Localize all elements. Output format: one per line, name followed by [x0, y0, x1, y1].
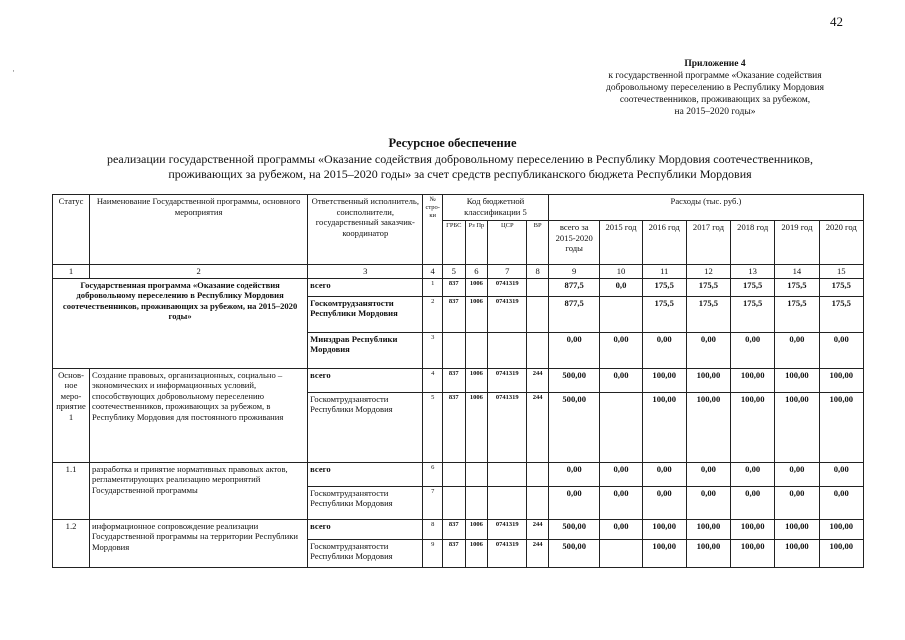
responsible-cell: Госкомтрудзанятости Республики Мордовия [308, 296, 423, 332]
year-value-cell: 100,00 [819, 519, 863, 539]
code-grbs-cell: 837 [442, 539, 465, 567]
year-value-cell: 0,00 [819, 332, 863, 368]
year-value-cell: 175,5 [686, 296, 730, 332]
year-value-cell: 100,00 [686, 392, 730, 462]
code-vr-cell [527, 296, 549, 332]
year-value-cell: 0,00 [731, 332, 775, 368]
total-value-cell: 877,5 [548, 296, 599, 332]
year-value-cell: 100,00 [731, 539, 775, 567]
document-title: Ресурсное обеспечение [388, 136, 517, 150]
responsible-cell: всего [308, 368, 423, 392]
year-value-cell: 0,00 [819, 462, 863, 486]
year-value-cell: 100,00 [642, 368, 686, 392]
col-number: 7 [488, 265, 527, 279]
subtitle-line-2: проживающих за рубежом, на 2015–2020 годы» за счет средств республиканского бюджета Республики Мордовия [168, 167, 752, 181]
annex-line: на 2015–2020 годы» [674, 107, 756, 117]
year-value-cell: 100,00 [819, 392, 863, 462]
table-row [53, 278, 864, 296]
year-value-cell: 100,00 [775, 519, 819, 539]
code-csr-cell: 0741319 [488, 278, 527, 296]
col-number: 13 [731, 265, 775, 279]
year-value-cell: 100,00 [775, 368, 819, 392]
year-value-cell: 100,00 [731, 392, 775, 462]
year-value-cell: 0,00 [775, 486, 819, 519]
year-value-cell: 0,00 [819, 486, 863, 519]
year-value-cell: 100,00 [819, 368, 863, 392]
total-value-cell: 500,00 [548, 539, 599, 567]
year-value-cell: 175,5 [819, 278, 863, 296]
code-rzpr-cell [465, 462, 488, 486]
header-row-no: № стро-ки [423, 195, 443, 265]
code-rzpr-cell [465, 486, 488, 519]
code-vr-cell: 244 [527, 368, 549, 392]
year-value-cell: 0,00 [600, 519, 642, 539]
header-csr: ЦСР [488, 221, 527, 265]
year-value-cell [600, 392, 642, 462]
year-value-cell: 100,00 [686, 519, 730, 539]
year-value-cell: 100,00 [819, 539, 863, 567]
year-value-cell [600, 296, 642, 332]
code-csr-cell: 0741319 [488, 392, 527, 462]
status-cell: 1.2 [53, 519, 90, 567]
code-grbs-cell: 837 [442, 392, 465, 462]
year-value-cell: 0,00 [600, 368, 642, 392]
year-value-cell: 100,00 [775, 392, 819, 462]
measure-name: информационное сопровождение реализации Государственной программы на территории Республики Мордовия [90, 519, 308, 567]
code-grbs-cell: 837 [442, 278, 465, 296]
program-name: Государственная программа «Оказание содействия добровольному переселению в Республику Мордовия соотечественников, проживающих за рубежом, на 2015–2020 годы» [53, 278, 308, 368]
measure-name: Создание правовых, организационных, социально – экономических и информационных условий, способствующих добровольному переселению соотечественников, проживающих за рубежом, в Республику Мордовия для постоянного проживания [90, 368, 308, 462]
code-rzpr-cell: 1006 [465, 519, 488, 539]
code-rzpr-cell: 1006 [465, 539, 488, 567]
annex-line: соотечественников, проживающих за рубежом, [619, 95, 811, 105]
col-number: 2 [90, 265, 308, 279]
code-grbs-cell: 837 [442, 368, 465, 392]
year-value-cell: 100,00 [686, 368, 730, 392]
header-grbs: ГРБС [442, 221, 465, 265]
code-csr-cell [488, 332, 527, 368]
row-number-cell: 1 [423, 278, 443, 296]
header-2018: 2018 год [731, 221, 775, 265]
responsible-cell: Госкомтрудзанятости Республики Мордовия [308, 539, 423, 567]
code-grbs-cell [442, 462, 465, 486]
year-value-cell: 0,00 [642, 332, 686, 368]
header-2017: 2017 год [686, 221, 730, 265]
total-value-cell: 877,5 [548, 278, 599, 296]
year-value-cell: 0,00 [775, 462, 819, 486]
col-number: 15 [819, 265, 863, 279]
row-number-cell: 7 [423, 486, 443, 519]
row-number-cell: 3 [423, 332, 443, 368]
col-number: 6 [465, 265, 488, 279]
year-value-cell: 175,5 [775, 296, 819, 332]
year-value-cell: 0,00 [731, 486, 775, 519]
annex-line: к государственной программе «Оказание содействия [608, 71, 822, 81]
year-value-cell: 0,00 [600, 486, 642, 519]
table-row [53, 368, 864, 392]
year-value-cell: 0,00 [686, 332, 730, 368]
code-vr-cell [527, 332, 549, 368]
table-body [53, 278, 864, 567]
header-name: Наименование Государственной программы, основного мероприятия [90, 195, 308, 265]
responsible-cell: Минздрав Республики Мордовия [308, 332, 423, 368]
code-grbs-cell: 837 [442, 296, 465, 332]
column-number-row [53, 265, 864, 279]
document-subtitle [60, 152, 860, 182]
row-number-cell: 5 [423, 392, 443, 462]
responsible-cell: всего [308, 462, 423, 486]
col-number: 3 [308, 265, 423, 279]
row-number-cell: 2 [423, 296, 443, 332]
responsible-cell: всего [308, 519, 423, 539]
year-value-cell: 0,00 [600, 462, 642, 486]
year-value-cell: 0,00 [600, 332, 642, 368]
page-number: 42 [830, 14, 843, 29]
total-value-cell: 500,00 [548, 519, 599, 539]
year-value-cell: 0,00 [775, 332, 819, 368]
code-vr-cell [527, 486, 549, 519]
row-number-cell: 4 [423, 368, 443, 392]
col-number: 1 [53, 265, 90, 279]
year-value-cell: 100,00 [775, 539, 819, 567]
code-vr-cell [527, 278, 549, 296]
code-rzpr-cell: 1006 [465, 392, 488, 462]
total-value-cell: 500,00 [548, 392, 599, 462]
header-rzpr: Рз Пр [465, 221, 488, 265]
year-value-cell: 0,00 [642, 486, 686, 519]
corner-mark: · [12, 66, 15, 76]
code-rzpr-cell: 1006 [465, 296, 488, 332]
header-2020: 2020 год [819, 221, 863, 265]
responsible-cell: всего [308, 278, 423, 296]
total-value-cell: 0,00 [548, 332, 599, 368]
year-value-cell: 175,5 [775, 278, 819, 296]
table-row [53, 462, 864, 486]
year-value-cell: 100,00 [731, 368, 775, 392]
year-value-cell: 0,00 [731, 462, 775, 486]
status-cell: Основ-ное меро-приятие 1 [53, 368, 90, 462]
header-code-group: Код бюджетной классификации 5 [442, 195, 548, 221]
code-vr-cell: 244 [527, 539, 549, 567]
code-csr-cell: 0741319 [488, 296, 527, 332]
year-value-cell: 100,00 [731, 519, 775, 539]
header-vr: ВР [527, 221, 549, 265]
code-grbs-cell: 837 [442, 519, 465, 539]
year-value-cell: 175,5 [731, 296, 775, 332]
code-grbs-cell [442, 486, 465, 519]
annex-title: Приложение 4 [684, 59, 746, 69]
annex-line: добровольному переселению в Республику Мордовия [605, 83, 824, 93]
code-vr-cell [527, 462, 549, 486]
subtitle-line-1: реализации государственной программы «Оказание содействия добровольному переселению в Республику Мордовия соотечественников, [106, 152, 814, 166]
year-value-cell: 175,5 [642, 296, 686, 332]
col-number: 12 [686, 265, 730, 279]
code-csr-cell: 0741319 [488, 368, 527, 392]
header-2015: 2015 год [600, 221, 642, 265]
col-number: 4 [423, 265, 443, 279]
year-value-cell: 100,00 [642, 392, 686, 462]
code-grbs-cell [442, 332, 465, 368]
total-value-cell: 500,00 [548, 368, 599, 392]
code-rzpr-cell: 1006 [465, 368, 488, 392]
code-vr-cell: 244 [527, 519, 549, 539]
col-number: 11 [642, 265, 686, 279]
header-status: Статус [53, 195, 90, 265]
total-value-cell: 0,00 [548, 462, 599, 486]
year-value-cell: 175,5 [731, 278, 775, 296]
measure-name: разработка и принятие нормативных правовых актов, регламентирующих реализацию мероприятий Государственной программы [90, 462, 308, 519]
year-value-cell: 175,5 [819, 296, 863, 332]
responsible-cell: Госкомтрудзанятости Республики Мордовия [308, 392, 423, 462]
year-value-cell: 0,0 [600, 278, 642, 296]
year-value-cell: 0,00 [642, 462, 686, 486]
year-value-cell: 0,00 [686, 486, 730, 519]
header-2019: 2019 год [775, 221, 819, 265]
code-csr-cell [488, 486, 527, 519]
col-number: 9 [548, 265, 599, 279]
col-number: 10 [600, 265, 642, 279]
col-number: 14 [775, 265, 819, 279]
header-expenses: Расходы (тыс. руб.) [548, 195, 863, 221]
annex-block [560, 58, 870, 118]
table-row [53, 519, 864, 539]
header-responsible: Ответственный исполнитель, соисполнители, государственный заказчик-координатор [308, 195, 423, 265]
row-number-cell: 8 [423, 519, 443, 539]
year-value-cell: 175,5 [686, 278, 730, 296]
col-number: 8 [527, 265, 549, 279]
year-value-cell: 100,00 [642, 539, 686, 567]
code-vr-cell: 244 [527, 392, 549, 462]
code-csr-cell: 0741319 [488, 519, 527, 539]
year-value-cell: 100,00 [686, 539, 730, 567]
row-number-cell: 9 [423, 539, 443, 567]
resource-table [52, 194, 864, 568]
year-value-cell: 175,5 [642, 278, 686, 296]
year-value-cell [600, 539, 642, 567]
row-number-cell: 6 [423, 462, 443, 486]
year-value-cell: 100,00 [642, 519, 686, 539]
total-value-cell: 0,00 [548, 486, 599, 519]
responsible-cell: Госкомтрудзанятости Республики Мордовия [308, 486, 423, 519]
code-rzpr-cell: 1006 [465, 278, 488, 296]
header-total: всего за 2015-2020 годы [548, 221, 599, 265]
status-cell: 1.1 [53, 462, 90, 519]
code-rzpr-cell [465, 332, 488, 368]
year-value-cell: 0,00 [686, 462, 730, 486]
code-csr-cell: 0741319 [488, 539, 527, 567]
header-2016: 2016 год [642, 221, 686, 265]
col-number: 5 [442, 265, 465, 279]
code-csr-cell [488, 462, 527, 486]
